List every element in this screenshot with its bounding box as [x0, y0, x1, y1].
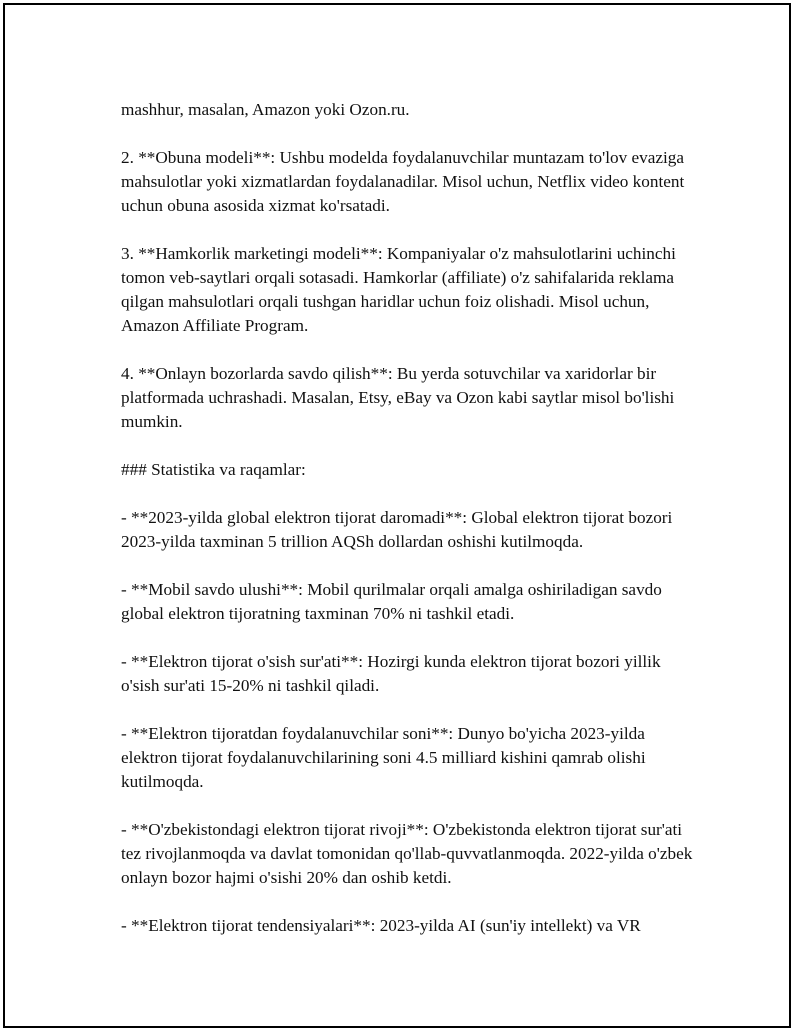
list-item-mobile-share: - **Mobil savdo ulushi**: Mobil qurilmalar orqali amalga oshiriladigan savdo global elektron tijoratning taxminan 70% ni tashkil etadi. [121, 580, 662, 623]
paragraph-subscription-model: 2. **Obuna modeli**: Ushbu modelda foydalanuvchilar muntazam to'lov evaziga mahsulotlar yoki xizmatlardan foydalanadilar. Misol uchun, Netflix video kontent uchun obuna asosida xizmat ko'rsatadi. [121, 148, 685, 215]
document-page [3, 3, 791, 1028]
paragraph-continuation: mashhur, masalan, Amazon yoki Ozon.ru. [121, 100, 410, 119]
list-item-trends: - **Elektron tijorat tendensiyalari**: 2023-yilda AI (sun'iy intellekt) va VR [121, 916, 641, 935]
paragraph-marketplace-model: 4. **Onlayn bozorlarda savdo qilish**: Bu yerda sotuvchilar va xaridorlar bir platformada uchrashadi. Masalan, Etsy, eBay va Ozon kabi saytlar misol bo'lishi mumkin. [121, 364, 675, 431]
list-item-global-revenue: - **2023-yilda global elektron tijorat daromadi**: Global elektron tijorat bozori 2023-yilda taxminan 5 trillion AQSh dollardan oshishi kutilmoqda. [121, 508, 673, 551]
document-body [121, 98, 696, 938]
section-heading-statistics: ### Statistika va raqamlar: [121, 460, 306, 479]
list-item-user-count: - **Elektron tijoratdan foydalanuvchilar soni**: Dunyo bo'yicha 2023-yilda elektron tijorat foydalanuvchilarining soni 4.5 milliard kishini qamrab olishi kutilmoqda. [121, 724, 646, 791]
paragraph-affiliate-model: 3. **Hamkorlik marketingi modeli**: Kompaniyalar o'z mahsulotlarini uchinchi tomon veb-saytlari orqali sotasadi. Hamkorlar (affiliate) o'z sahifalarida reklama qilgan mahsulotlari orqali tushgan haridlar uchun foiz olishadi. Misol uchun, Amazon Affiliate Program. [121, 244, 676, 335]
list-item-growth-rate: - **Elektron tijorat o'sish sur'ati**: Hozirgi kunda elektron tijorat bozori yillik o'sish sur'ati 15-20% ni tashkil qiladi. [121, 652, 661, 695]
list-item-uzbekistan: - **O'zbekistondagi elektron tijorat rivoji**: O'zbekistonda elektron tijorat sur'ati tez rivojlanmoqda va davlat tomonidan qo'llab-quvvatlanmoqda. 2022-yilda o'zbek onlayn bozor hajmi o'sishi 20% dan oshib ketdi. [121, 820, 693, 887]
